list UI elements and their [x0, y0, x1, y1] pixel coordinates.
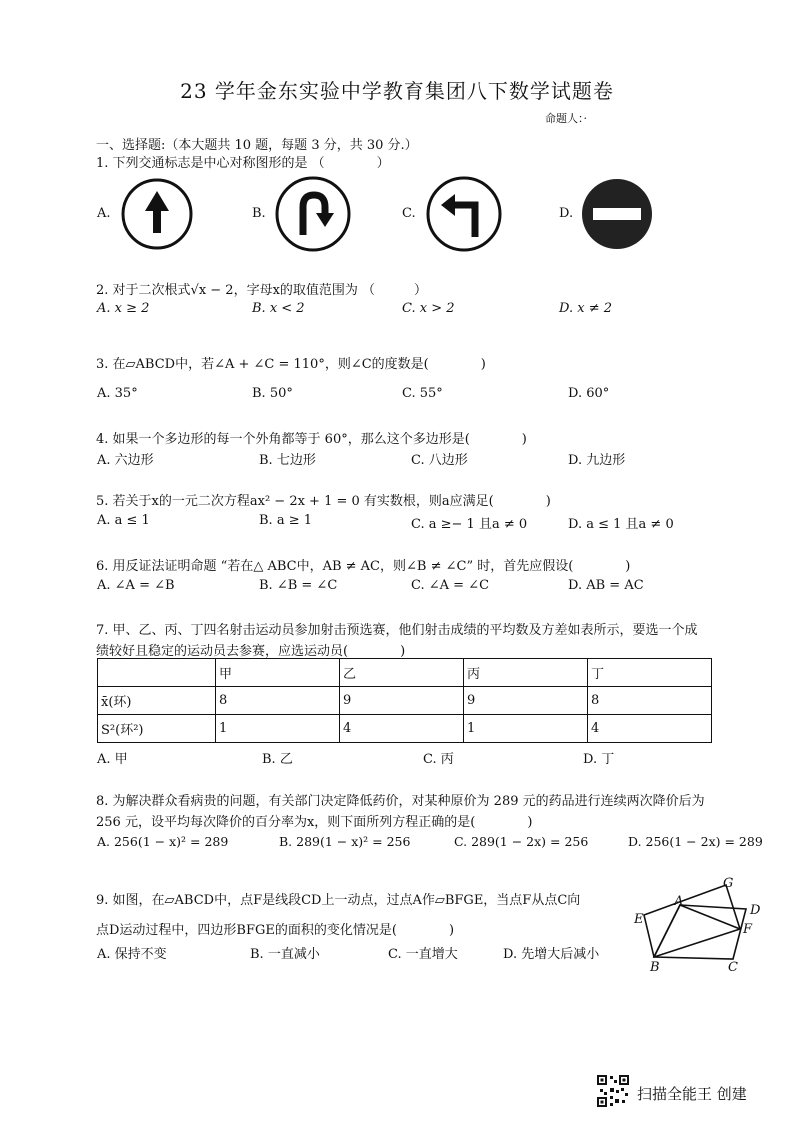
question-4-option-a: A. 六边形 [97, 453, 154, 468]
question-2-stem: 2. 对于二次根式√x − 2，字母x的取值范围为 （ ） [96, 283, 428, 298]
question-8-stem-line1: 8. 为解决群众看病贵的问题，有关部门决定降低药价，对某种原价为 289 元的药品进行连续两次降价后为 [96, 794, 705, 809]
qr-code-icon [596, 1074, 630, 1108]
table-cell [98, 659, 216, 687]
u-turn-sign-icon [274, 175, 352, 253]
question-6-option-b: B. ∠B = ∠C [259, 578, 338, 593]
question-4-option-b: B. 七边形 [259, 453, 316, 468]
question-5-stem: 5. 若关于x的一元二次方程ax² − 2x + 1 = 0 有实数根，则a应满足( ) [96, 494, 551, 509]
label-e: E [634, 912, 644, 927]
question-9-option-c: C. 一直增大 [388, 947, 458, 962]
label-c: C [728, 960, 738, 975]
question-1-option-b: B. [252, 206, 266, 221]
question-4-option-c: C. 八边形 [411, 453, 468, 468]
question-4-option-d: D. 九边形 [568, 453, 626, 468]
question-3-stem: 3. 在▱ABCD中，若∠A + ∠C = 110°，则∠C的度数是( ) [96, 357, 486, 372]
question-6-stem: 6. 用反证法证明命题 “若在△ ABC中，AB ≠ AC，则∠B ≠ ∠C” 时，首先应假设( ) [96, 559, 631, 574]
page-title: 23 学年金东实验中学教育集团八下数学试题卷 [180, 79, 614, 103]
parallelogram-figure [630, 873, 770, 975]
table-cell: 丙 [464, 659, 588, 687]
question-6-option-c: C. ∠A = ∠C [411, 578, 490, 593]
question-5-option-c: C. a ≥− 1 且a ≠ 0 [411, 517, 528, 532]
author-line: 命题人：· [545, 112, 587, 125]
table-cell: x̄(环) [98, 687, 216, 715]
question-9-option-d: D. 先增大后减小 [503, 947, 600, 962]
question-2-option-c: C. x > 2 [402, 301, 455, 316]
question-9-stem-line1: 9. 如图，在▱ABCD中，点F是线段CD上一动点，过点A作▱BFGE，当点F从点C向 [96, 893, 581, 908]
question-5-option-a: A. a ≤ 1 [97, 513, 150, 528]
left-turn-sign-icon [425, 175, 503, 253]
question-8-option-d: D. 256(1 − 2x) = 289 [628, 834, 763, 849]
label-d: D [750, 903, 761, 918]
table-cell: 1 [464, 715, 588, 743]
label-f: F [743, 922, 753, 937]
question-9-option-b: B. 一直减小 [250, 947, 320, 962]
question-8-option-c: C. 289(1 − 2x) = 256 [454, 834, 589, 849]
question-8-option-b: B. 289(1 − x)² = 256 [279, 834, 411, 849]
no-entry-sign-icon [580, 177, 654, 251]
table-cell: 1 [216, 715, 340, 743]
table-row [98, 715, 712, 743]
question-1-option-d: D. [559, 206, 574, 221]
question-7-option-b: B. 乙 [262, 752, 293, 767]
table-cell: 甲 [216, 659, 340, 687]
question-1-option-c: C. [402, 206, 416, 221]
scanner-watermark: 扫描全能王 创建 [637, 1085, 747, 1103]
question-3-option-d: D. 60° [568, 386, 610, 401]
question-2-option-a: A. x ≥ 2 [97, 301, 150, 316]
question-4-stem: 4. 如果一个多边形的每一个外角都等于 60°，那么这个多边形是( ) [96, 432, 527, 447]
table-cell: 9 [340, 687, 464, 715]
question-1-option-a: A. [97, 206, 111, 221]
question-7-stem-line2: 绩较好且稳定的运动员去参赛，应选运动员( ) [96, 644, 406, 659]
question-6-option-a: A. ∠A = ∠B [97, 578, 175, 593]
question-7-option-a: A. 甲 [97, 752, 128, 767]
table-cell: S²(环²) [98, 715, 216, 743]
table-cell: 9 [464, 687, 588, 715]
table-cell: 4 [340, 715, 464, 743]
question-7-stem-line1: 7. 甲、乙、丙、丁四名射击运动员参加射击预选赛，他们射击成绩的平均数及方差如表所示，要选一个成 [96, 623, 698, 638]
table-header-row [98, 659, 712, 687]
question-2-option-d: D. x ≠ 2 [559, 301, 612, 316]
question-7-option-d: D. 丁 [583, 752, 615, 767]
question-9-stem-line2: 点D运动过程中，四边形BFGE的面积的变化情况是( ) [96, 923, 455, 938]
question-1-stem: 1. 下列交通标志是中心对称图形的是 （ ） [96, 156, 390, 171]
question-9-option-a: A. 保持不变 [97, 947, 167, 962]
table-cell: 8 [216, 687, 340, 715]
question-8-stem-line2: 256 元，设平均每次降价的百分率为x，则下面所列方程正确的是( ) [96, 815, 533, 830]
question-6-option-d: D. AB = AC [568, 578, 644, 593]
question-8-option-a: A. 256(1 − x)² = 289 [97, 834, 229, 849]
question-5-option-d: D. a ≤ 1 且a ≠ 0 [568, 517, 674, 532]
table-cell: 乙 [340, 659, 464, 687]
question-3-option-c: C. 55° [402, 386, 443, 401]
table-cell: 丁 [588, 659, 712, 687]
label-b: B [650, 960, 660, 975]
label-g: G [723, 876, 734, 891]
label-a: A [674, 894, 684, 909]
question-3-option-a: A. 35° [97, 386, 138, 401]
question-5-option-b: B. a ≥ 1 [259, 513, 312, 528]
up-arrow-sign-icon [120, 177, 194, 251]
table-row [98, 687, 712, 715]
section-heading: 一、选择题:（本大题共 10 题，每题 3 分，共 30 分.） [96, 138, 418, 153]
question-7-option-c: C. 丙 [423, 752, 454, 767]
question-3-option-b: B. 50° [252, 386, 293, 401]
table-cell: 8 [588, 687, 712, 715]
table-cell: 4 [588, 715, 712, 743]
scores-table [97, 658, 712, 743]
question-2-option-b: B. x < 2 [252, 301, 305, 316]
